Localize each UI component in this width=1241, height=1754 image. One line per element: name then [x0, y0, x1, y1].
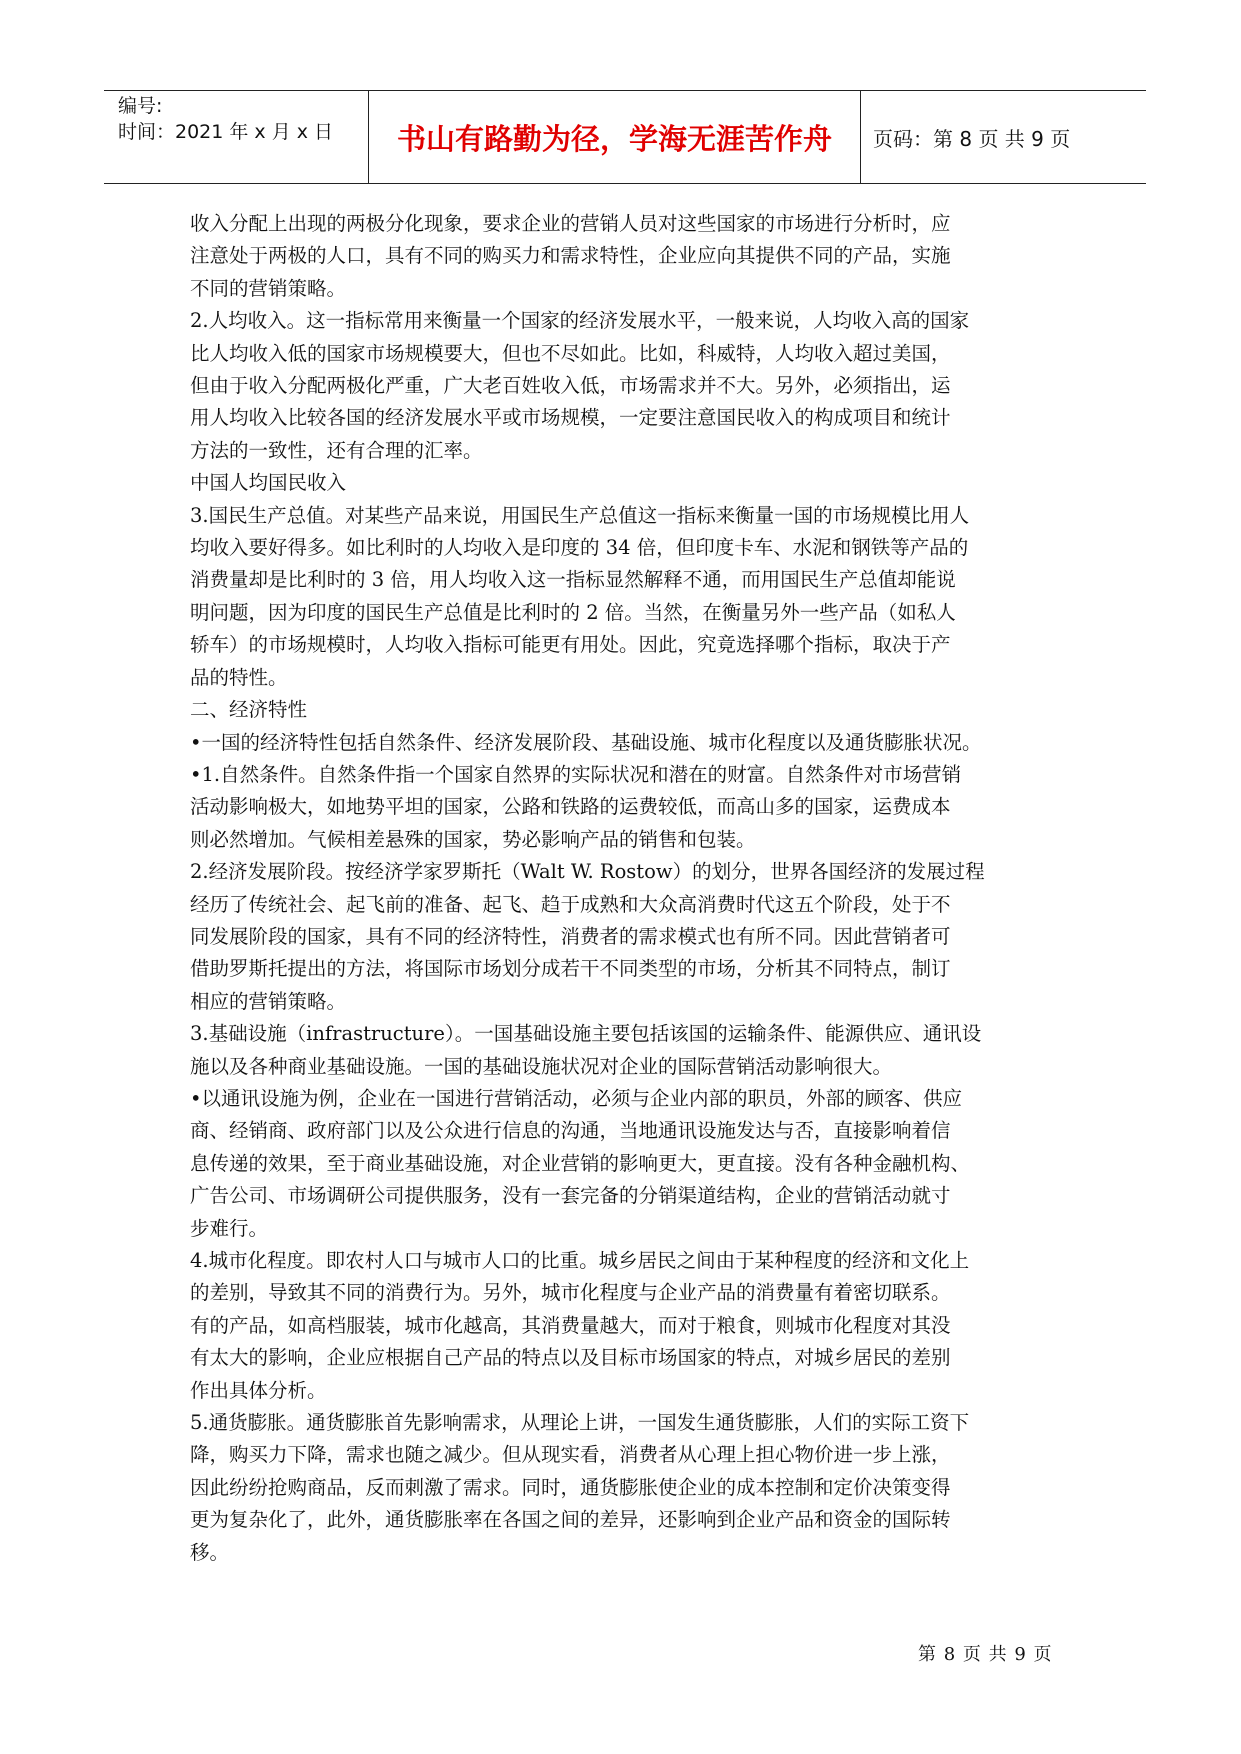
body-line: 均收入要好得多。如比利时的人均收入是印度的 34 倍，但印度卡车、水泥和钢铁等产品的 [190, 536, 969, 560]
body-line: 5.通货膨胀。通货膨胀首先影响需求，从理论上讲，一国发生通货膨胀，人们的实际工资下 [190, 1411, 970, 1435]
document-number-label: 编号: [118, 95, 163, 117]
body-line: 4.城市化程度。即农村人口与城市人口的比重。城乡居民之间由于某种程度的经济和文化上 [190, 1249, 970, 1272]
body-line: 3.国民生产总值。对某些产品来说，用国民生产总值这一指标来衡量一国的市场规模比用人 [190, 503, 970, 527]
body-line: 同发展阶段的国家，具有不同的经济特性，消费者的需求模式也有所不同。因此营销者可 [190, 924, 951, 948]
body-line: •1.自然条件。自然条件指一个国家自然界的实际状况和潜在的财富。自然条件对市场营销 [190, 762, 962, 786]
body-line: 施以及各种商业基础设施。一国的基础设施状况对企业的国际营销活动影响很大。 [190, 1054, 893, 1078]
body-line: 比人均收入低的国家市场规模要大，但也不尽如此。比如，科威特，人均收入超过美国， [190, 341, 951, 365]
body-line: 息传递的效果，至于商业基础设施，对企业营销的影响更大，更直接。没有各种金融机构、 [190, 1151, 971, 1175]
body-line: 二、经济特性 [190, 698, 308, 722]
body-line: 有的产品，如高档服装，城市化越高，其消费量越大，而对于粮食，则城市化程度对其没 [190, 1313, 951, 1337]
body-line: 明问题，因为印度的国民生产总值是比利时的 2 倍。当然，在衡量另外一些产品（如私人 [190, 600, 956, 624]
body-line: 方法的一致性，还有合理的汇率。 [190, 438, 483, 462]
header-meta [104, 91, 369, 183]
body-line: 2.人均收入。这一指标常用来衡量一个国家的经济发展水平，一般来说，人均收入高的国家 [190, 309, 970, 333]
body-line: 收入分配上出现的两极分化现象，要求企业的营销人员对这些国家的市场进行分析时，应 [190, 212, 951, 235]
page-header [104, 90, 1146, 184]
body-line: 经历了传统社会、起飞前的准备、起飞、趋于成熟和大众高消费时代这五个阶段，处于不 [190, 892, 951, 916]
body-line: 降，购买力下降，需求也随之减少。但从现实看，消费者从心理上担心物价进一步上涨， [190, 1443, 951, 1467]
body-line: 借助罗斯托提出的方法，将国际市场划分成若干不同类型的市场，分析其不同特点，制订 [190, 957, 951, 981]
body-line: 商、经销商、政府部门以及公众进行信息的沟通，当地通讯设施发达与否，直接影响着信 [190, 1119, 951, 1143]
body-line: 活动影响极大，如地势平坦的国家，公路和铁路的运费较低，而高山多的国家，运费成本 [190, 795, 951, 819]
body-line: 的差别，导致其不同的消费行为。另外，城市化程度与企业产品的消费量有着密切联系。 [190, 1281, 951, 1305]
body-line: 2.经济发展阶段。按经济学家罗斯托（Walt W. Rostow）的划分，世界各国经济的发展过程 [190, 860, 985, 884]
body-line: 因此纷纷抢购商品，反而刺激了需求。同时，通货膨胀使企业的成本控制和定价决策变得 [190, 1475, 951, 1499]
body-line: 3.基础设施（infrastructure）。一国基础设施主要包括该国的运输条件、能源供应、通讯设 [190, 1022, 982, 1046]
body-line: 注意处于两极的人口，具有不同的购买力和需求特性，企业应向其提供不同的产品，实施 [190, 244, 951, 268]
body-line: 步难行。 [190, 1216, 269, 1240]
header-motto: 书山有路勤为径，学海无涯苦作舟 [369, 91, 861, 183]
body-line: 消费量却是比利时的 3 倍，用人均收入这一指标显然解释不通，而用国民生产总值却能说 [190, 568, 956, 592]
body-line: 但由于收入分配两极化严重，广大老百姓收入低，市场需求并不大。另外，必须指出，运 [190, 374, 951, 398]
body-line: 中国人均国民收入 [190, 471, 347, 495]
body-line: 用人均收入比较各国的经济发展水平或市场规模，一定要注意国民收入的构成项目和统计 [190, 406, 951, 430]
body-line: 品的特性。 [190, 665, 288, 689]
body-line: 更为复杂化了，此外，通货膨胀率在各国之间的差异，还影响到企业产品和资金的国际转 [190, 1508, 951, 1532]
document-time-label: 时间：2021 年 x 月 x 日 [118, 121, 334, 143]
body-line: 作出具体分析。 [190, 1378, 327, 1402]
header-page-number: 页码：第 8 页 共 9 页 [873, 126, 1071, 151]
body-line: •一国的经济特性包括自然条件、经济发展阶段、基础设施、城市化程度以及通货膨胀状况。 [190, 730, 982, 754]
body-line: 则必然增加。气候相差悬殊的国家，势必影响产品的销售和包装。 [190, 827, 756, 851]
document-body [190, 208, 1060, 1569]
body-line: •以通讯设施为例，企业在一国进行营销活动，必须与企业内部的职员，外部的顾客、供应 [190, 1086, 963, 1110]
page-footer: 第 8 页 共 9 页 [918, 1644, 1053, 1665]
body-line: 不同的营销策略。 [190, 276, 347, 300]
body-line: 相应的营销策略。 [190, 989, 347, 1013]
body-line: 轿车）的市场规模时，人均收入指标可能更有用处。因此，究竟选择哪个指标，取决于产 [190, 633, 951, 657]
body-line: 移。 [190, 1540, 230, 1564]
body-line: 广告公司、市场调研公司提供服务，没有一套完备的分销渠道结构，企业的营销活动就寸 [190, 1184, 951, 1208]
body-line: 有太大的影响，企业应根据自己产品的特点以及目标市场国家的特点，对城乡居民的差别 [190, 1346, 951, 1370]
